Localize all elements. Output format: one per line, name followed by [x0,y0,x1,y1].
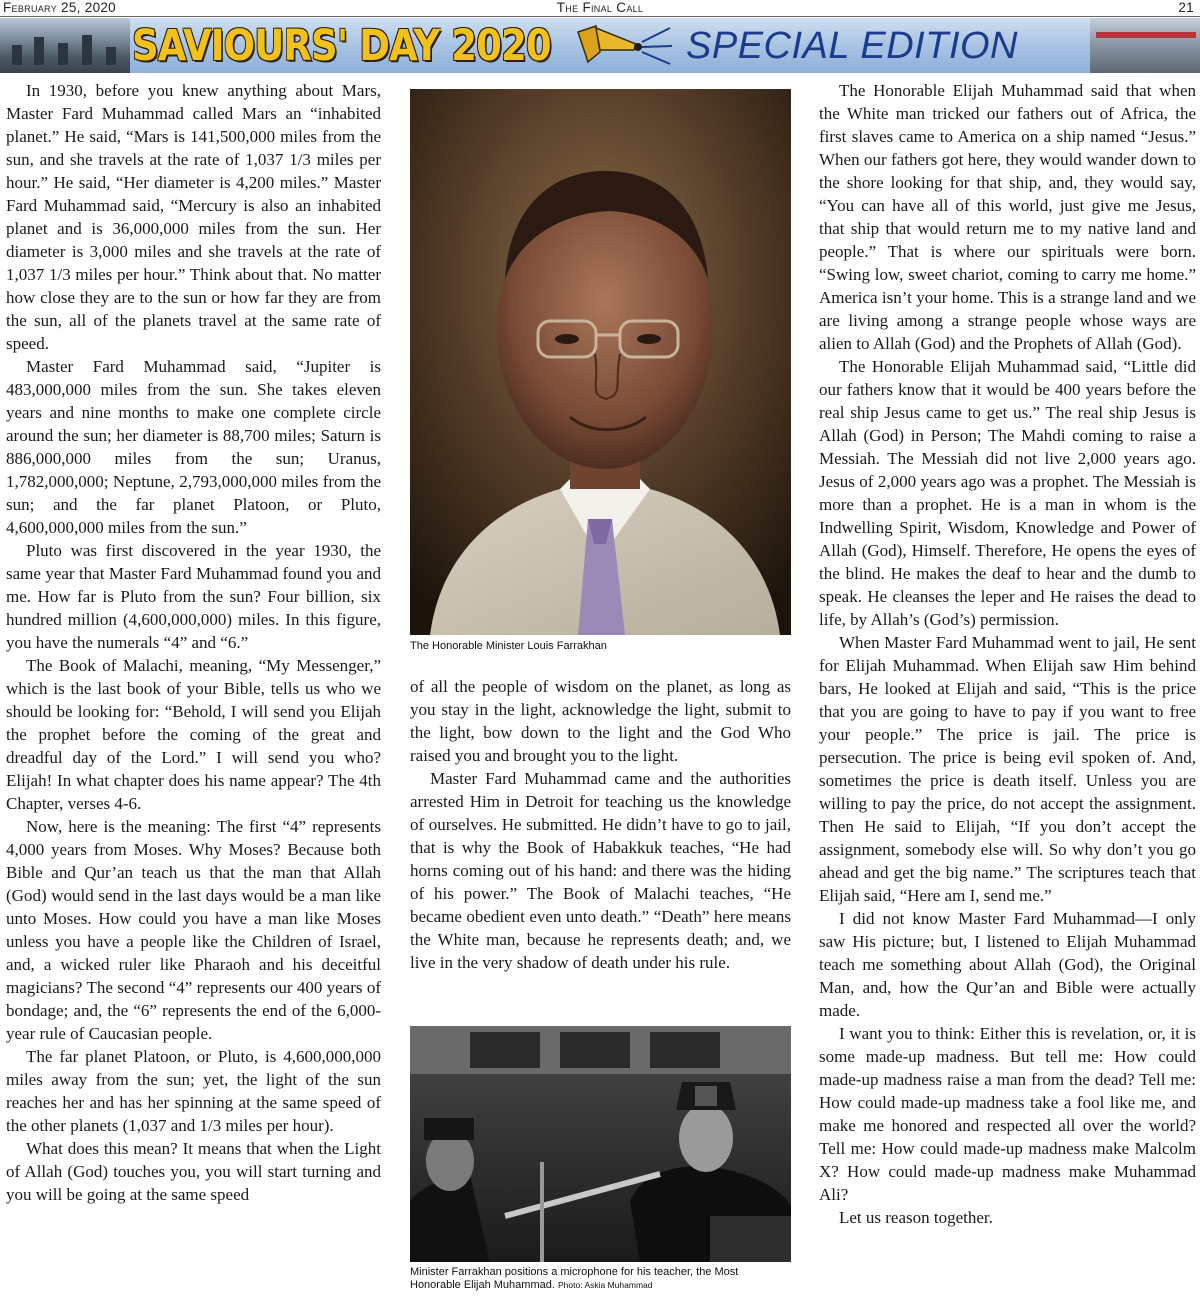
historic-photo [410,1026,791,1262]
arena-photo-left [0,18,130,73]
article-column-3 [819,79,1196,1229]
paragraph: The Honorable Elijah Muhammad said, “Little did our fathers know that it would be 400 years before the real ship Jesus came to get us.” The real ship Jesus is Allah (God) in Person; The Mahdi coming to raise a Messiah. The Messiah did not live 2,000 years ago. Jesus of 2,000 years ago was a prophet. The Messiah is more than a prophet. He is a man in whom is the Indwelling Spirit, Wisdom, Knowledge and Power of Allah (God), Himself. Therefore, He opens the eyes of the blind. He makes the deaf to hear and the dumb to speak. He cleanses the leper and He raises the dead to life, by Allah’s (God’s) permission. [819,357,1196,629]
paragraph: I want you to think: Either this is revelation, or, it is some made-up madness. But tell me: How could made-up madness raise a man from the dead? Tell me: How could made-up madness take a fool like me, and make me honored and respected all over the world? Tell me: How could made-up madness make Malcolm X? How could made-up madness make Muhammad Ali? [819,1024,1196,1204]
publication-name: The Final Call [556,0,644,15]
paragraph: What does this mean? It means that when the Light of Allah (God) touches you, you will start turning and you will be going at the same speed [6,1139,381,1204]
paragraph: I did not know Master Fard Muhammad—I only saw His picture; but, I listened to Elijah Muhammad teach me something about Allah (God), the Original Man, and, how the Qur’an and Bible were actually made. [819,909,1196,1020]
portrait-photo [410,89,791,635]
photo-credit: Photo: Askia Muhammad [557,1280,653,1290]
arena-photo-right [1090,18,1200,73]
paragraph: Pluto was first discovered in the year 1930, the same year that Master Fard Muhammad found you and me. How far is Pluto from the sun? Four billion, six hundred million (4,600,000,000) miles. In this figure, you have the numerals “4” and “6.” [6,541,381,652]
paragraph: Master Fard Muhammad said, “Jupiter is 483,000,000 miles from the sun. She takes eleven years and nine months to make one complete circle around the sun; her diameter is 88,700 miles; Saturn is 886,000,000 miles from the sun; Uranus, 1,782,000,000; Neptune, 2,793,000,000 miles from the sun; and the far planet Platoon, or Pluto, 4,600,000,000 miles from the sun.” [6,357,381,537]
issue-date: February 25, 2020 [3,0,116,15]
page-header [0,0,1200,17]
photo-caption [410,1266,791,1292]
paragraph: In 1930, before you knew anything about Mars, Master Fard Muhammad called Mars an “inhabited planet.” He said, “Mars is 141,500,000 miles from the sun, and she travels at the rate of 1,037 1/3 miles per hour.” He said, “Her diameter is 4,200 miles.” Master Fard Muhammad said, “Mercury is also an inhabited planet and is 36,000,000 miles from the sun. Her diameter is 3,000 miles and she travels at the rate of 1,037 1/3 miles per hour.” Think about that. No matter how close they are to the sun or how far they are from the sun, all of the planets travel at the same rate of speed. [6,81,381,353]
paragraph: of all the people of wisdom on the planet, as long as you stay in the light, acknowledge the light, submit to the light, bow down to the light and the God Who raised you and brought you to the light. [410,677,791,765]
paragraph: Master Fard Muhammad came and the authorities arrested Him in Detroit for teaching us the knowledge of ourselves. He submitted. He didn’t have to go to jail, that is why the Book of Habakkuk teaches, “He had horns coming out of his hand: and there was the hiding of his power.” The Book of Malachi teaches, “He became obedient even unto death.” “Death” here means the White man, because he represents death; and, we live in the very shadow of death under his rule. [410,769,791,972]
article-column-1 [6,79,381,1206]
banner-edition: SPECIAL EDITION [686,25,1019,67]
paragraph: The far planet Platoon, or Pluto, is 4,600,000,000 miles away from the sun; yet, the light of the sun reaches her and has her spinning at the same speed of the other planets (1,037 and 1/3 miles per hour). [6,1047,381,1135]
banner-title: SAVIOURS' DAY 2020 [132,21,551,71]
article-column-2 [410,675,791,974]
trumpet-icon [574,22,674,70]
paragraph: Now, here is the meaning: The first “4” represents 4,000 years from Moses. Why Moses? Because both Bible and Qur’an teach us that the man that Allah (God) would send in the last days would be a man like unto Moses. How could you have a man like Moses unless you have a people like the Children of Israel, and, a wicked ruler like Pharaoh and his deceitful magicians? The second “4” represents our 400 years of bondage; and, the “6” represents the end of the 6,000-year rule of Caucasian people. [6,817,381,1043]
page-number: 21 [1178,0,1194,15]
photo-caption: The Honorable Minister Louis Farrakhan [410,640,607,652]
special-edition-banner [0,18,1200,73]
paragraph: The Book of Malachi, meaning, “My Messenger,” which is the last book of your Bible, tells us who we should be looking for: “Behold, I will send you Elijah the prophet before the coming of the great and dreadful day of the Lord.” I will send you who? Elijah! In what chapter does his name appear? The 4th Chapter, verses 4-6. [6,656,381,813]
paragraph: Let us reason together. [839,1208,993,1227]
paragraph: When Master Fard Muhammad went to jail, He sent for Elijah Muhammad. When Elijah saw Him behind bars, He looked at Elijah and said, “This is the price that you are going to have to pay if you want to free your people.” The price is jail. The price is persecution. The price is being evil spoken of. And, sometimes the price is death itself. Unless you are willing to pay the price, do not accept the assignment. Then He said to Elijah, “If you don’t accept the assignment, somebody else will. So why don’t you go ahead and get the big name.” The scriptures teach that Elijah said, “Here am I, send me.” [819,633,1196,905]
caption-text: Minister Farrakhan positions a microphone for his teacher, the Most Honorable Elijah Muhammad. [410,1266,739,1291]
paragraph: The Honorable Elijah Muhammad said that when the White man tricked our fathers out of Africa, the first slaves came to America on a ship named “Jesus.” When our fathers got here, they would wander down to the shore looking for that ship, and, they would say, “You can have all of this world, just give me Jesus, that ship that would return me to my native land and people.” That is where our spirituals were born. “Swing low, sweet chariot, coming to carry me home.” America isn’t your home. This is a strange land and we are living among a strange people whose ways are alien to Allah (God) and the Prophets of Allah (God). [819,81,1196,353]
